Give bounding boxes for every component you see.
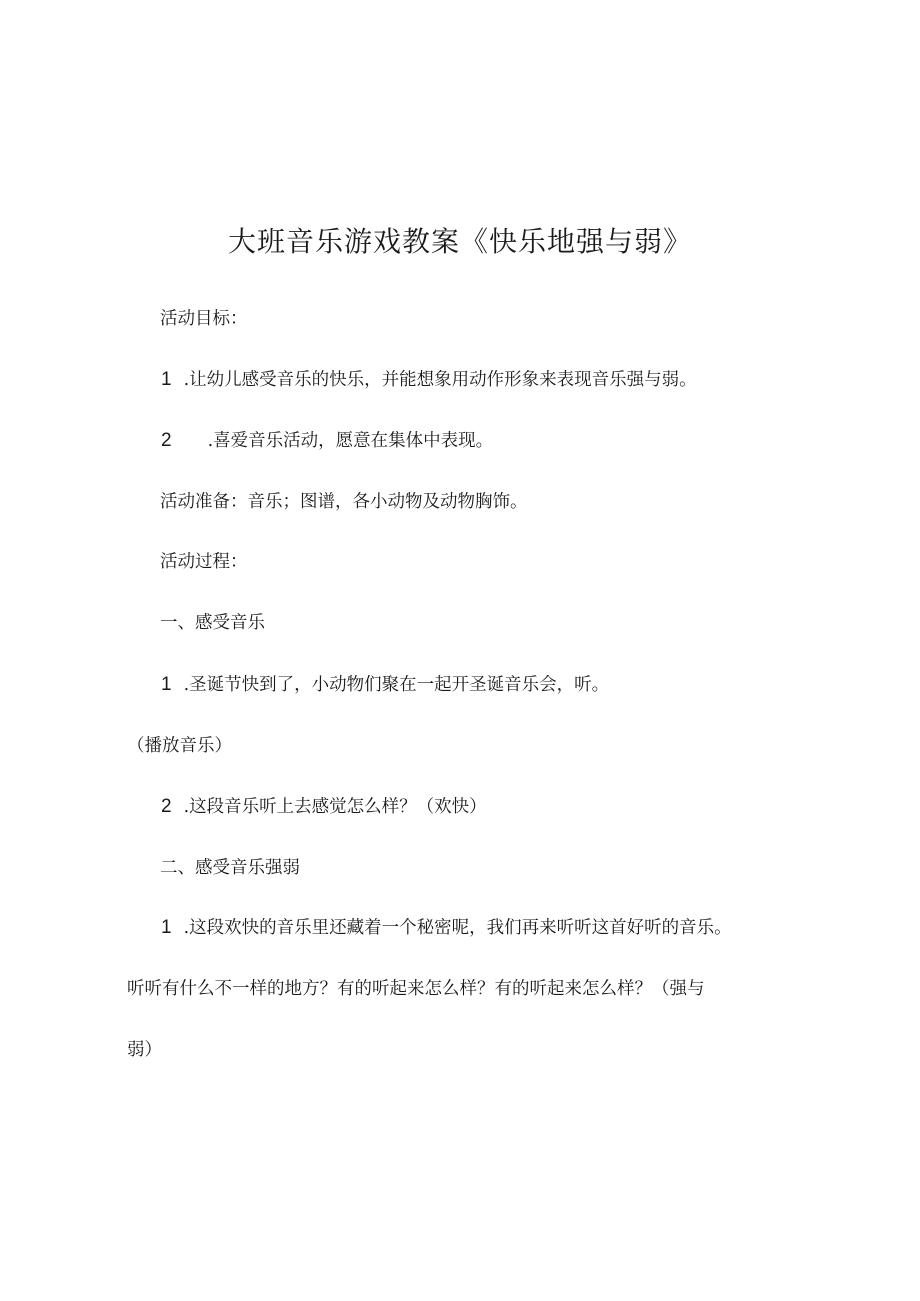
section-1-item-1-number: 1 (161, 674, 172, 695)
preparation-line: 活动准备：音乐；图谱，各小动物及动物胸饰。 (160, 492, 528, 512)
goal-item-1-number: 1 (161, 369, 172, 390)
goals-heading: 活动目标： (160, 309, 248, 329)
section-2-item-1-number: 1 (161, 917, 172, 938)
section-2-heading: 二、感受音乐强弱 (160, 858, 300, 878)
section-1-item-1 (161, 672, 609, 698)
section-1-item-2-number: 2 (161, 796, 172, 817)
section-2-item-1 (161, 915, 732, 941)
document-title: 大班音乐游戏教案《快乐地强与弱》 (227, 225, 692, 258)
section-1-heading: 一、感受音乐 (160, 613, 265, 633)
goal-item-1 (161, 367, 697, 393)
section-1-item-1-text: .圣诞节快到了，小动物们聚在一起开圣诞音乐会，听。 (183, 675, 610, 695)
goal-item-2-text: .喜爱音乐活动，愿意在集体中表现。 (207, 431, 494, 451)
section-1-item-2-text: .这段音乐听上去感觉怎么样？（欢快） (183, 797, 487, 817)
section-2-item-1-text: .这段欢快的音乐里还藏着一个秘密呢，我们再来听听这首好听的音乐。 (183, 918, 732, 938)
play-music-note: （播放音乐） (127, 736, 232, 756)
process-heading: 活动过程： (160, 552, 248, 572)
section-2-continuation-1: 听听有什么不一样的地方？有的听起来怎么样？有的听起来怎么样？（强与 (127, 979, 705, 999)
goal-item-2 (161, 428, 493, 454)
section-1-item-2 (161, 794, 487, 820)
goal-item-2-number: 2 (161, 430, 172, 451)
section-2-continuation-2: 弱） (127, 1040, 162, 1060)
goal-item-1-text: .让幼儿感受音乐的快乐，并能想象用动作形象来表现音乐强与弱。 (183, 370, 697, 390)
